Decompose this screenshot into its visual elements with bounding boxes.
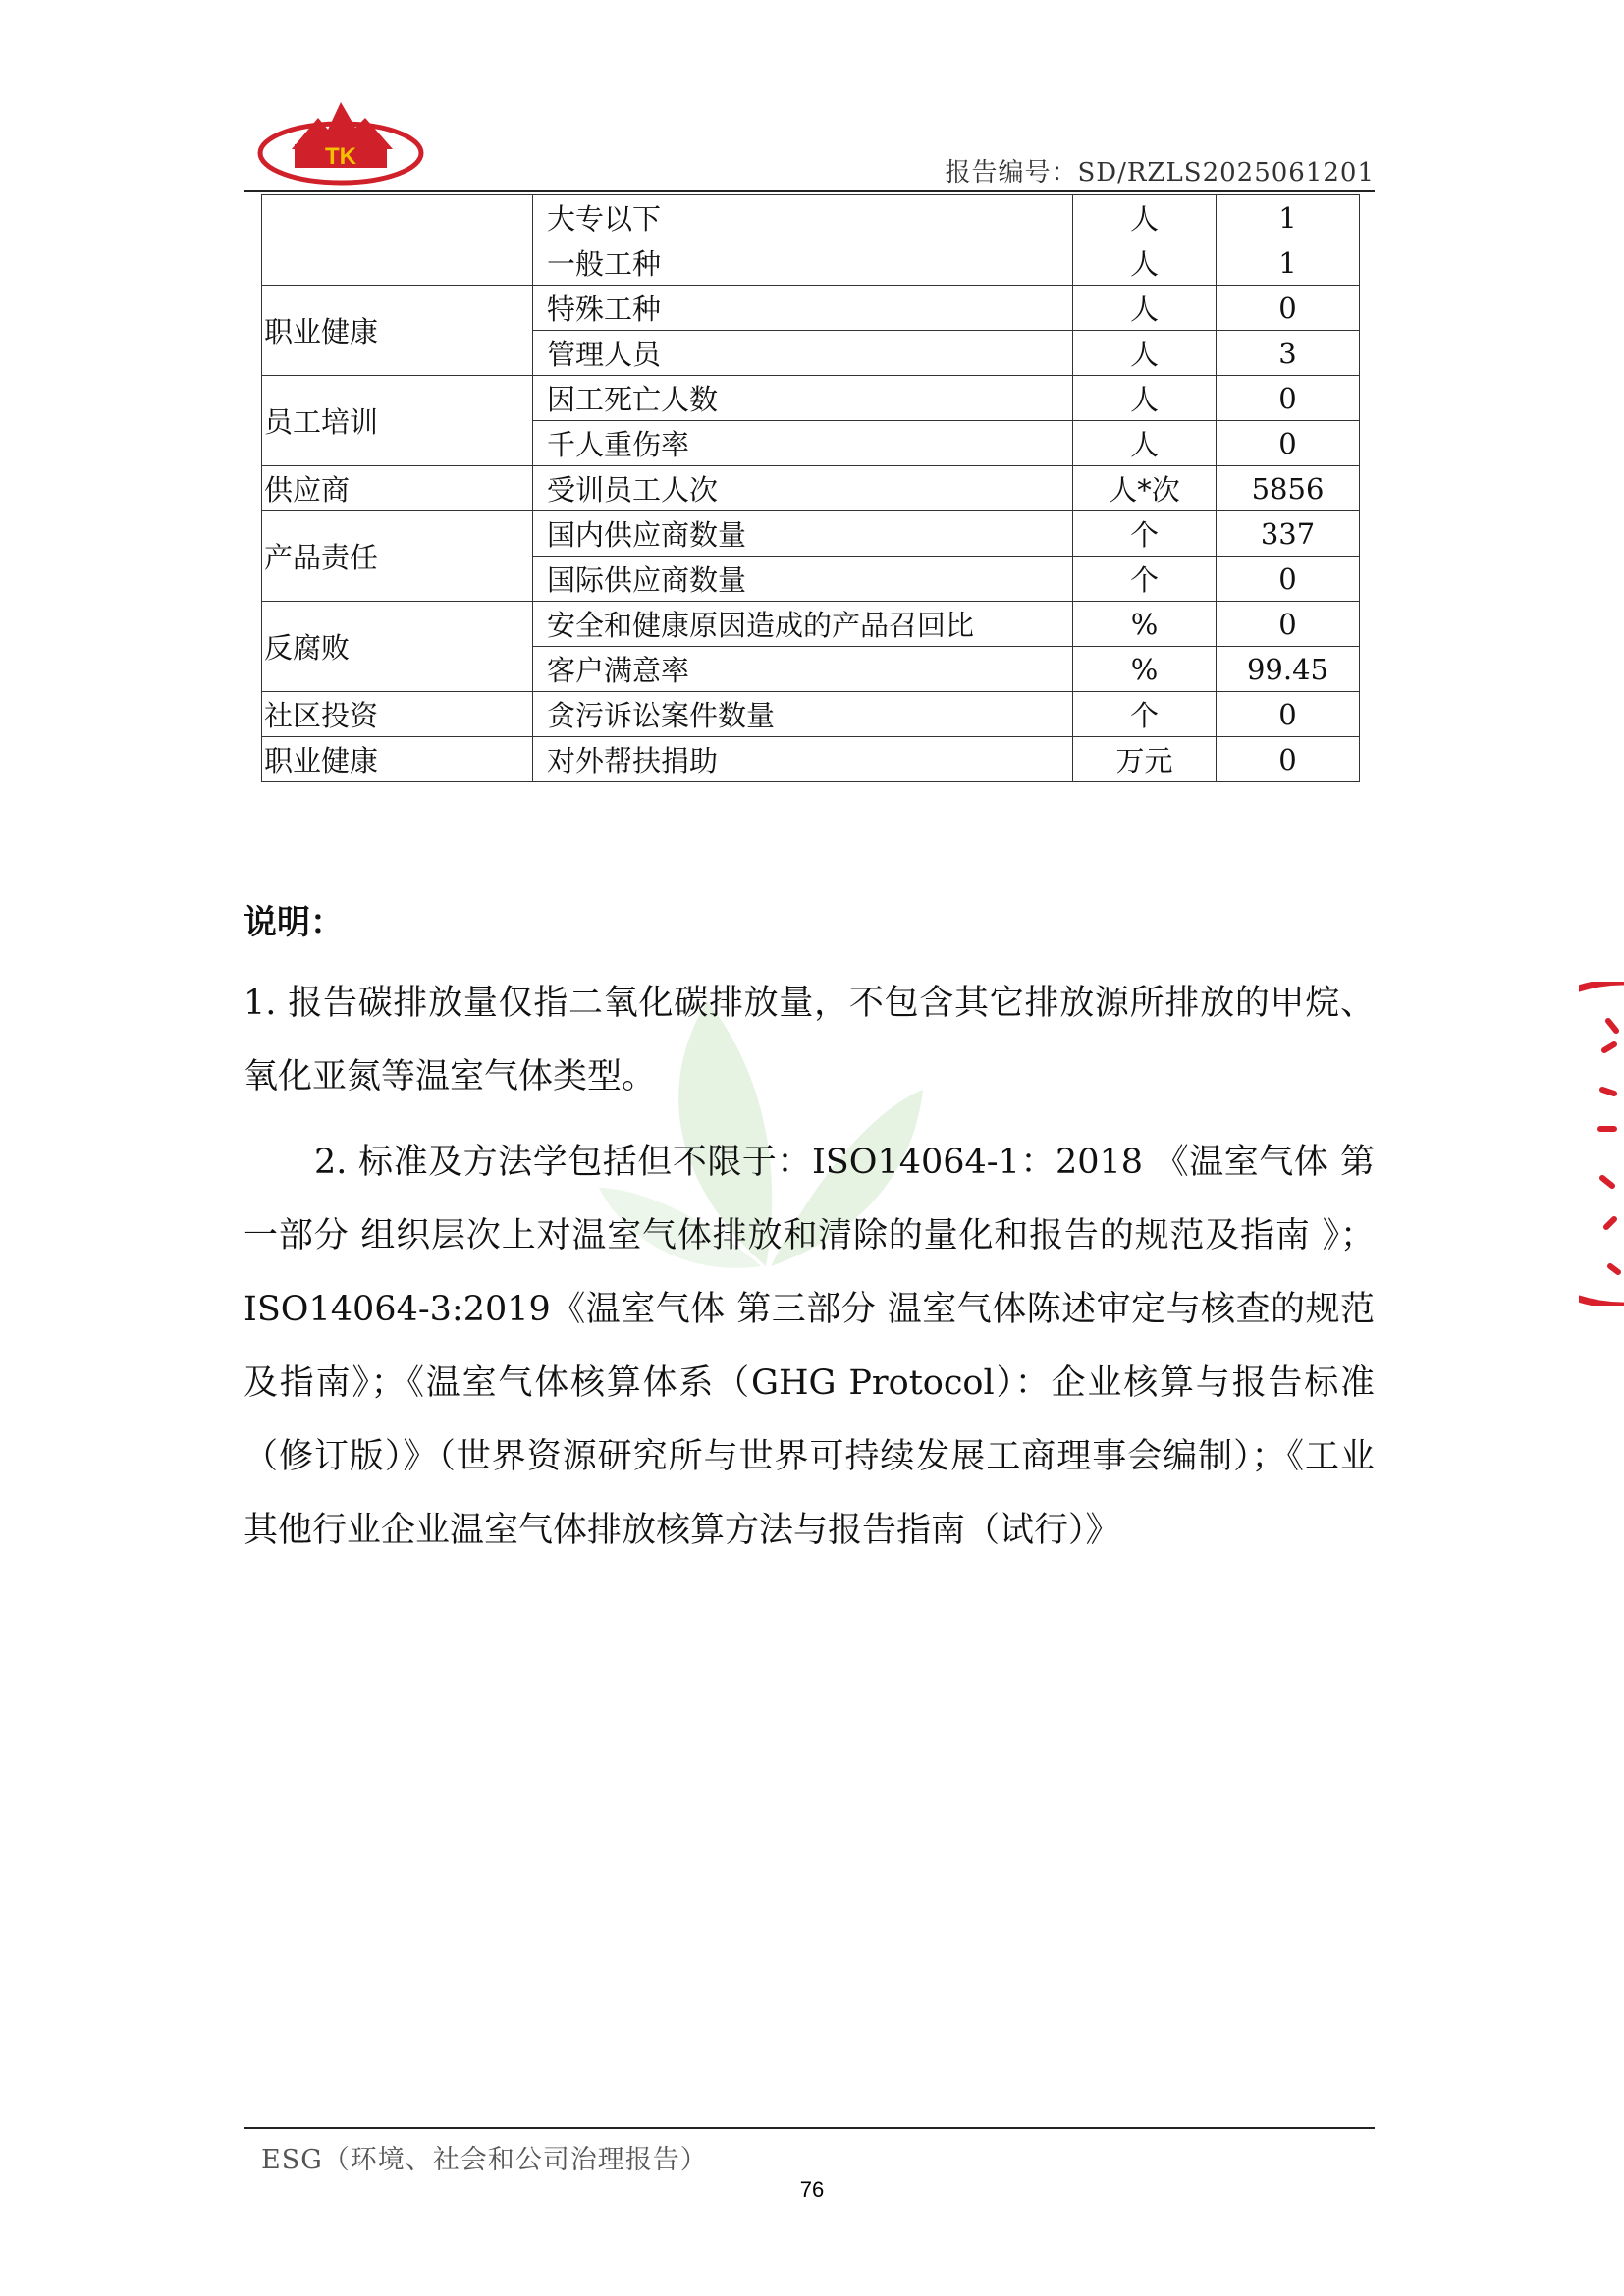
note-paragraph-2: 2. 标准及方法学包括但不限于：ISO14064-1：2018 《温室气体 第一部分 组织层次上对温室气体排放和清除的量化和报告的规范及指南 》；ISO14064-3:2019《温室气体 第三部分 温室气体陈述审定与核查的规范及指南》；《温室气体核算体系（GHG Protocol）：企业核算与报告标准（修订版）》（世界资源研究所与世界可持续发展工商理事会编制）；《工业其他行业企业温室气体排放核算方法与报告指南（试行）》	[244, 1143, 1375, 1550]
unit-cell: 人*次	[1073, 466, 1217, 511]
logo-text: TK	[325, 143, 356, 170]
value-cell: 3	[1217, 331, 1360, 376]
table-row	[262, 376, 1360, 421]
footer-title: ESG（环境、社会和公司治理报告）	[261, 2145, 708, 2175]
unit-cell: %	[1073, 647, 1217, 692]
table-row	[262, 511, 1360, 557]
value-cell: 0	[1217, 421, 1360, 466]
category-cell: 社区投资	[262, 692, 533, 737]
page-number: 76	[799, 2177, 825, 2202]
item-cell: 管理人员	[533, 331, 1073, 376]
table-row	[262, 195, 1360, 240]
notes-title: 说明：	[244, 903, 344, 942]
value-cell: 0	[1217, 286, 1360, 331]
company-logo	[257, 90, 424, 188]
table-row	[262, 466, 1360, 511]
item-cell: 国际供应商数量	[533, 557, 1073, 602]
unit-cell: 人	[1073, 286, 1217, 331]
item-cell: 安全和健康原因造成的产品召回比	[533, 602, 1073, 647]
item-cell: 大专以下	[533, 195, 1073, 240]
value-cell: 337	[1217, 511, 1360, 557]
value-cell: 5856	[1217, 466, 1360, 511]
report-number: 报告编号：SD/RZLS2025061201	[945, 158, 1375, 187]
footer-divider	[244, 2127, 1375, 2129]
unit-cell: 人	[1073, 376, 1217, 421]
item-cell: 一般工种	[533, 240, 1073, 286]
header-divider	[244, 190, 1375, 192]
unit-cell: 个	[1073, 557, 1217, 602]
value-cell: 1	[1217, 195, 1360, 240]
category-cell: 职业健康	[262, 286, 533, 376]
value-cell: 0	[1217, 602, 1360, 647]
item-cell: 贪污诉讼案件数量	[533, 692, 1073, 737]
unit-cell: 万元	[1073, 737, 1217, 782]
item-cell: 因工死亡人数	[533, 376, 1073, 421]
category-cell: 供应商	[262, 466, 533, 511]
item-cell: 特殊工种	[533, 286, 1073, 331]
table-row	[262, 737, 1360, 782]
item-cell: 千人重伤率	[533, 421, 1073, 466]
unit-cell: 个	[1073, 511, 1217, 557]
item-cell: 客户满意率	[533, 647, 1073, 692]
value-cell: 99.45	[1217, 647, 1360, 692]
value-cell: 0	[1217, 557, 1360, 602]
item-cell: 对外帮扶捐助	[533, 737, 1073, 782]
table-row	[262, 286, 1360, 331]
item-cell: 受训员工人次	[533, 466, 1073, 511]
category-cell: 产品责任	[262, 511, 533, 602]
category-cell: 员工培训	[262, 376, 533, 466]
value-cell: 1	[1217, 240, 1360, 286]
unit-cell: 人	[1073, 240, 1217, 286]
indicator-table	[261, 194, 1360, 782]
unit-cell: %	[1073, 602, 1217, 647]
value-cell: 0	[1217, 737, 1360, 782]
value-cell: 0	[1217, 376, 1360, 421]
unit-cell: 人	[1073, 331, 1217, 376]
table-row	[262, 692, 1360, 737]
unit-cell: 个	[1073, 692, 1217, 737]
value-cell: 0	[1217, 692, 1360, 737]
red-seal-stamp-icon	[1579, 982, 1624, 1306]
category-cell: 反腐败	[262, 602, 533, 692]
note-paragraph-1: 1. 报告碳排放量仅指二氧化碳排放量，不包含其它排放源所排放的甲烷、氧化亚氮等温室气体类型。	[244, 984, 1375, 1096]
table-row	[262, 602, 1360, 647]
unit-cell: 人	[1073, 195, 1217, 240]
item-cell: 国内供应商数量	[533, 511, 1073, 557]
unit-cell: 人	[1073, 421, 1217, 466]
category-cell	[262, 195, 533, 286]
category-cell: 职业健康	[262, 737, 533, 782]
